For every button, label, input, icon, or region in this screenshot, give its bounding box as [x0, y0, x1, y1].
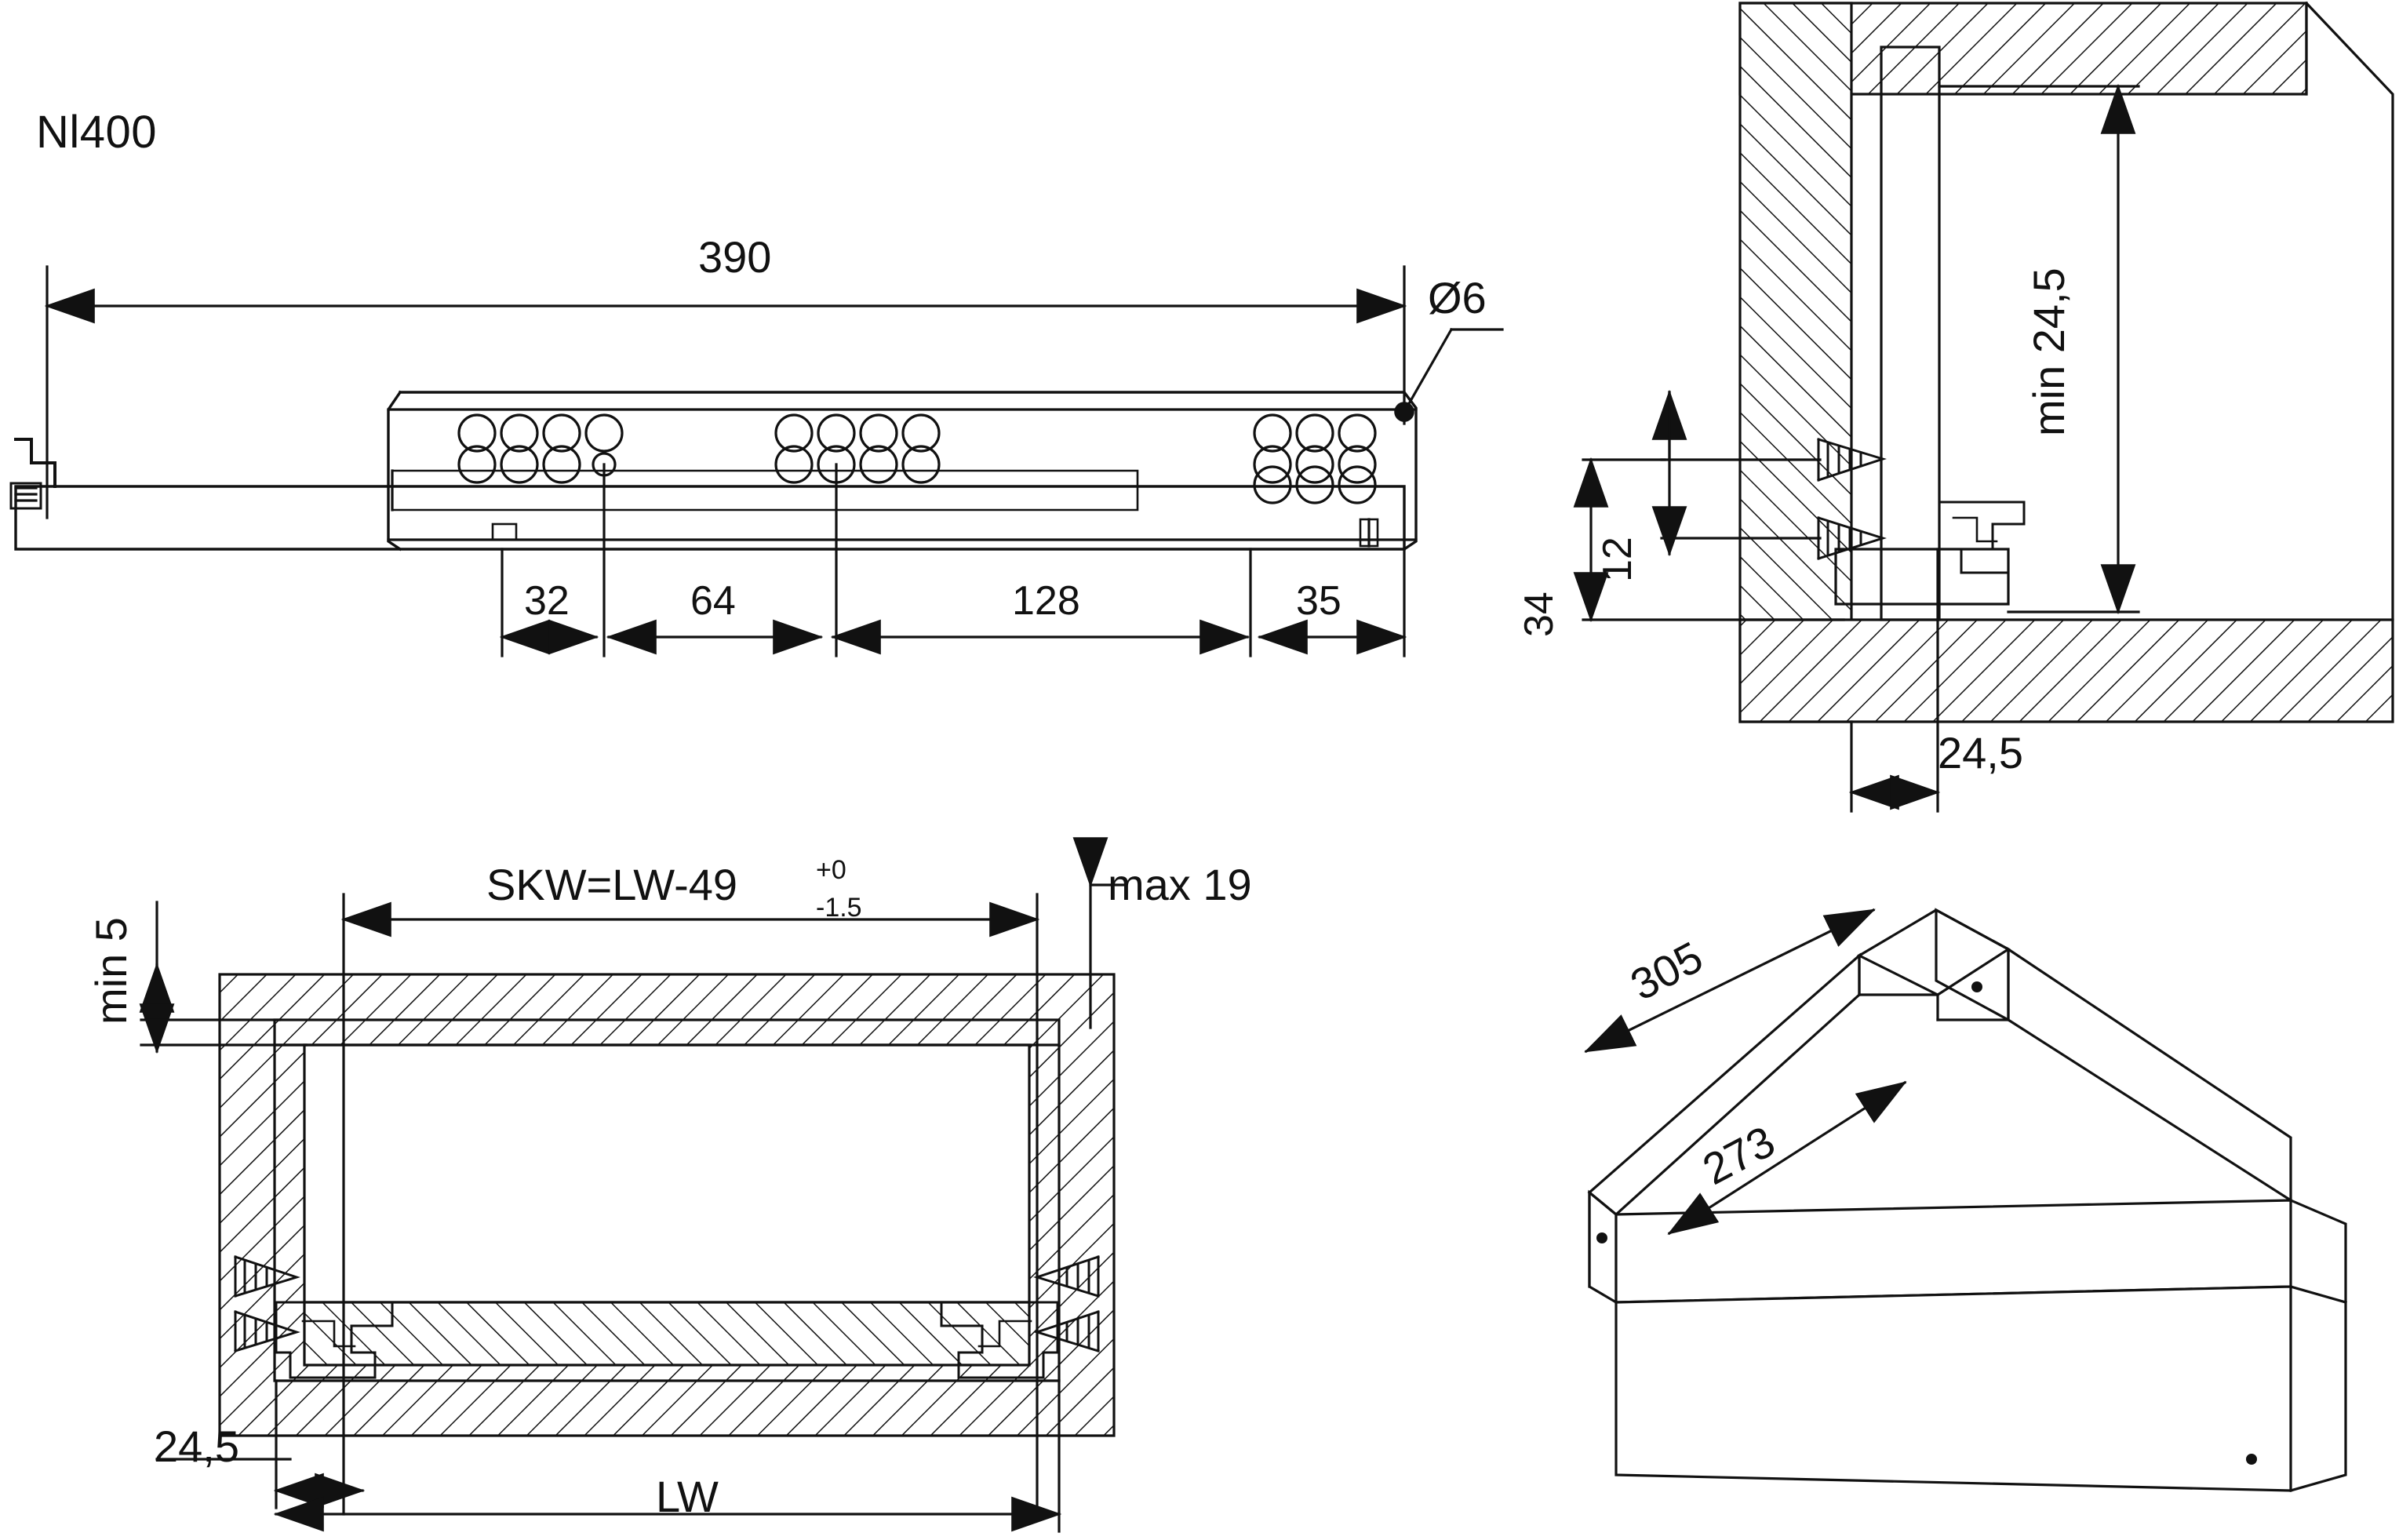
dim-hole-diameter: Ø6 — [1428, 273, 1487, 322]
dim-bottom-panel-depth: 273 — [1695, 1116, 1783, 1195]
tolerance-lower: -1.5 — [816, 893, 862, 923]
dim-min-clearance-vertical: min 24,5 — [2024, 268, 2073, 436]
dim-side-offset: 24,5 — [154, 1422, 239, 1471]
dim-hole-spacing-3: 128 — [1012, 578, 1080, 624]
drawing-title: Nl400 — [36, 107, 158, 158]
dim-max-thickness: max 19 — [1108, 860, 1252, 909]
dim-min-gap-top: min 5 — [86, 917, 136, 1025]
dim-drawer-width-formula: SKW=LW-49 — [486, 860, 738, 909]
dim-hole-spacing-4: 35 — [1296, 578, 1341, 624]
dim-drawer-depth: 305 — [1622, 931, 1711, 1010]
dim-side-clearance: 24,5 — [1938, 728, 2023, 777]
dim-overall-length: 390 — [698, 232, 772, 282]
dim-inner-width: LW — [656, 1472, 719, 1521]
tolerance-upper: +0 — [816, 855, 846, 885]
dim-screw-offset-total: 34 — [1516, 592, 1562, 637]
dim-hole-spacing-2: 64 — [690, 578, 736, 624]
dim-screw-offset-top: 12 — [1595, 537, 1640, 582]
dim-hole-spacing-1: 32 — [524, 578, 570, 624]
